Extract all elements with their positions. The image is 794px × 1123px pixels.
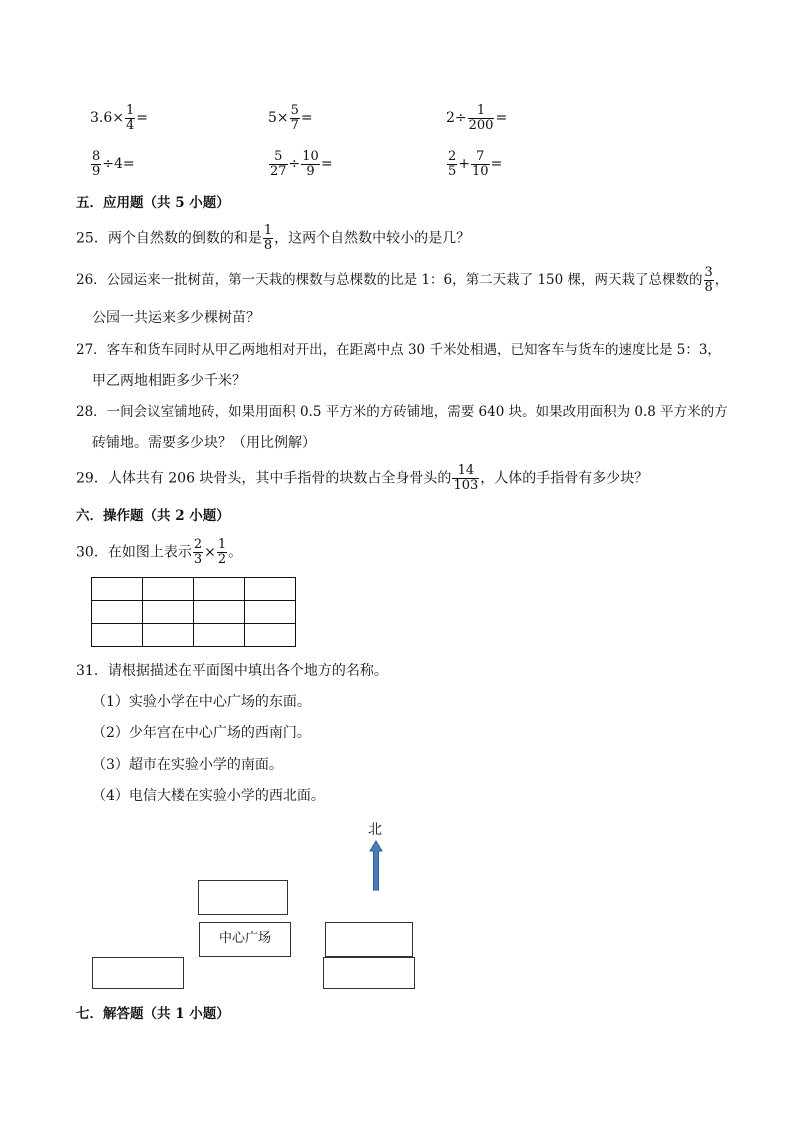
- north-label: 北: [368, 822, 382, 838]
- grid-cell: [92, 624, 143, 647]
- map-box-center-square: 中心广场: [199, 922, 291, 957]
- grid-cell: [143, 601, 194, 624]
- section-heading-5: 五．应用题（共 5 小题）: [76, 195, 230, 211]
- section-heading-7: 七．解答题（共 1 小题）: [76, 1006, 230, 1022]
- question-26: 26．公园运来一批树苗，第一天栽的棵数与总棵数的比是 1：6，第二天栽了 150 棵，两天栽了总棵数的 $\frac{3}{8}$ ，: [76, 265, 729, 295]
- question-28-line2: 砖铺地。需要多少块？（用比例解）: [92, 435, 316, 451]
- question-25: 25．两个自然数的倒数的和是 $\frac{1}{8}$ ，这两个自然数中较小的是几？: [76, 223, 471, 253]
- question-31: 31．请根据描述在平面图中填出各个地方的名称。: [76, 663, 388, 679]
- question-27: 27．客车和货车同时从甲乙两地相对开出，在距离中点 30 千米处相遇，已知客车与货车的速度比是 5：3，: [76, 342, 721, 358]
- grid-cell: [143, 624, 194, 647]
- question-31-item-1: （1）实验小学在中心广场的东面。: [92, 694, 311, 710]
- question-29: 29．人体共有 206 块骨头，其中手指骨的块数占全身骨头的 $\frac{14}{103}$ ，人体的手指骨有多少块？: [76, 463, 649, 493]
- question-27-line2: 甲乙两地相距多少千米？: [92, 373, 246, 389]
- grid-cell: [245, 578, 296, 601]
- north-arrow-icon: [367, 840, 385, 892]
- grid-cell: [92, 578, 143, 601]
- calc-item-4: $\frac{8}{9}$ ÷4=: [92, 148, 135, 179]
- map-box-east: [325, 922, 413, 957]
- calc-item-5: $\frac{5}{27}$ ÷ $\frac{10}{9}$ =: [270, 148, 333, 179]
- grid-cell: [92, 601, 143, 624]
- grid-cell: [194, 578, 245, 601]
- calc-item-1: 3.6× $\frac{1}{4}$ =: [90, 102, 149, 133]
- question-31-item-3: （3）超市在实验小学的南面。: [92, 757, 283, 773]
- map-box-southwest: [92, 957, 184, 989]
- question-31-item-2: （2）少年宫在中心广场的西南门。: [92, 725, 311, 741]
- grid-cell: [245, 601, 296, 624]
- map-box-top: [198, 880, 288, 915]
- calc-item-2: 5× $\frac{5}{7}$ =: [268, 102, 313, 133]
- section-heading-6: 六．操作题（共 2 小题）: [76, 508, 230, 524]
- calc-item-6: $\frac{2}{5}$ + $\frac{7}{10}$ =: [448, 148, 503, 179]
- grid-cell: [194, 624, 245, 647]
- calc-item-3: 2÷ $\frac{1}{200}$ =: [446, 102, 508, 133]
- grid-cell: [245, 624, 296, 647]
- map-box-southeast: [323, 957, 415, 989]
- question-31-item-4: （4）电信大楼在实验小学的西北面。: [92, 788, 325, 804]
- grid-cell: [143, 578, 194, 601]
- question-30: 30．在如图上表示 $\frac{2}{3}$ × $\frac{1}{2}$ 。: [76, 537, 243, 567]
- grid-cell: [194, 601, 245, 624]
- fraction-grid: [91, 577, 296, 647]
- question-26-line2: 公园一共运来多少棵树苗？: [92, 310, 260, 326]
- question-28: 28．一间会议室铺地砖，如果用面积 0.5 平方米的方砖铺地，需要 640 块。如果改用面积为 0.8 平方米的方: [76, 404, 728, 420]
